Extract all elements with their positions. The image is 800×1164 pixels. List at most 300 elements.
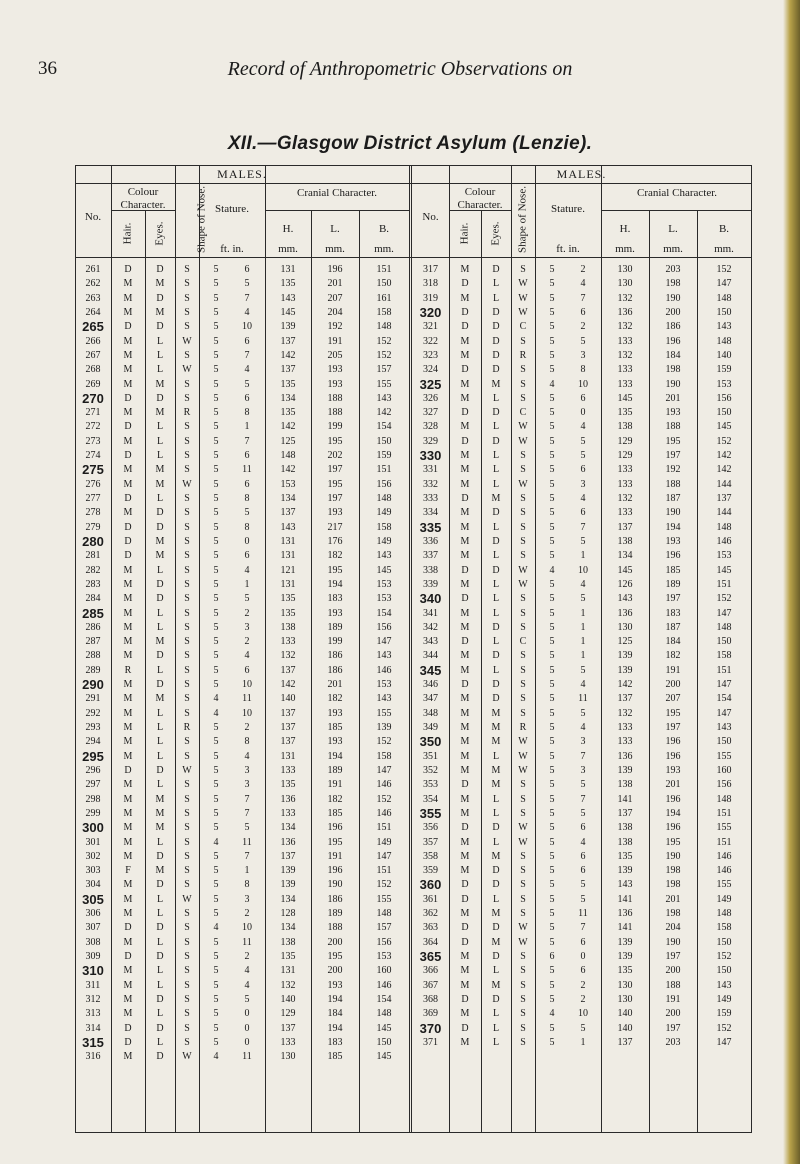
cell-no: 340 — [419, 591, 442, 607]
cell-hair: M — [123, 936, 133, 948]
cell-in: 6 — [580, 507, 586, 519]
cell-in: 4 — [244, 750, 250, 762]
cell-l: 190 — [665, 507, 681, 519]
cell-ft: 5 — [549, 435, 555, 447]
cell-nose: S — [184, 264, 190, 275]
cell-ft: 5 — [549, 893, 555, 905]
cell-hair: M — [123, 693, 133, 705]
cell-h: 133 — [617, 335, 633, 347]
cell-hair: M — [123, 306, 133, 318]
cell-no: 366 — [423, 965, 438, 977]
cell-eyes: L — [492, 636, 500, 648]
cell-b: 139 — [376, 722, 392, 733]
table-row — [75, 378, 751, 392]
cell-h: 129 — [617, 450, 633, 462]
cell-hair: M — [123, 979, 133, 991]
cell-ft: 5 — [549, 865, 555, 877]
cell-nose: S — [520, 464, 526, 476]
cell-hair: M — [123, 636, 133, 648]
header-h: H. — [619, 223, 631, 235]
cell-b: 143 — [716, 722, 732, 733]
cell-nose: S — [184, 378, 190, 390]
cell-eyes: D — [492, 822, 500, 834]
cell-nose: W — [182, 1051, 192, 1063]
cell-l: 194 — [327, 993, 343, 1005]
cell-b: 148 — [716, 908, 732, 920]
cell-b: 160 — [376, 965, 392, 977]
cell-h: 148 — [280, 450, 296, 462]
cell-h: 140 — [280, 693, 296, 705]
cell-no: 307 — [85, 922, 101, 934]
cell-l: 194 — [327, 578, 343, 590]
header-shape-of-nose: Shape of Nose. — [516, 186, 529, 253]
cell-l: 205 — [327, 349, 343, 361]
cell-l: 189 — [665, 578, 681, 590]
cell-b: 160 — [716, 764, 732, 776]
cell-no: 311 — [85, 979, 101, 991]
table-row — [75, 492, 751, 506]
cell-ft: 5 — [213, 464, 219, 476]
cell-nose: W — [518, 822, 528, 834]
cell-h: 121 — [280, 564, 296, 576]
cell-nose: W — [182, 335, 192, 347]
cell-no: 284 — [85, 593, 101, 605]
cell-in: 10 — [242, 922, 252, 934]
cell-h: 134 — [280, 922, 296, 934]
cell-hair: D — [461, 593, 469, 605]
cell-no: 367 — [423, 979, 438, 991]
cell-ft: 5 — [213, 306, 219, 318]
cell-b: 146 — [716, 850, 732, 862]
cell-nose: S — [520, 521, 526, 533]
cell-in: 7 — [580, 521, 586, 533]
cell-h: 135 — [617, 850, 633, 862]
cell-ft: 5 — [549, 764, 555, 776]
cell-in: 5 — [244, 507, 250, 519]
cell-b: 155 — [716, 822, 732, 834]
cell-hair: D — [461, 564, 469, 576]
cell-h: 132 — [280, 650, 296, 662]
cell-b: 150 — [716, 407, 732, 419]
cell-no: 329 — [423, 435, 438, 447]
table-row — [75, 392, 751, 406]
cell-ft: 5 — [213, 392, 219, 404]
cell-in: 6 — [244, 392, 250, 404]
cell-ft: 5 — [213, 807, 219, 819]
cell-l: 201 — [665, 893, 681, 905]
cell-hair: M — [123, 893, 133, 905]
cell-in: 6 — [244, 335, 250, 347]
cell-eyes: M — [491, 707, 501, 719]
cell-hair: M — [460, 707, 470, 719]
cell-nose: C — [519, 636, 527, 648]
header-mm: mm. — [278, 243, 298, 255]
cell-no: 363 — [423, 922, 438, 934]
cell-l: 196 — [665, 793, 681, 805]
cell-nose: S — [184, 607, 190, 619]
cell-b: 147 — [716, 679, 732, 691]
cell-eyes: L — [156, 893, 164, 905]
cell-l: 198 — [665, 364, 681, 376]
cell-no: 289 — [85, 664, 101, 676]
cell-b: 142 — [376, 407, 392, 419]
cell-no: 312 — [85, 993, 101, 1005]
cell-no: 300 — [82, 820, 104, 836]
header-stature-unit: ft. in. — [556, 243, 580, 255]
rule — [75, 1132, 751, 1133]
cell-nose: W — [518, 764, 528, 776]
cell-hair: M — [123, 679, 133, 691]
cell-l: 182 — [327, 693, 343, 705]
cell-nose: W — [518, 936, 528, 948]
cell-hair: D — [124, 535, 132, 547]
cell-hair: M — [460, 421, 470, 433]
cell-no: 341 — [423, 607, 438, 619]
page-edge — [783, 0, 800, 1164]
cell-ft: 5 — [549, 1022, 555, 1034]
cell-ft: 5 — [213, 292, 219, 304]
cell-ft: 5 — [549, 679, 555, 691]
cell-hair: D — [461, 822, 469, 834]
cell-b: 149 — [376, 535, 392, 547]
table-row — [75, 850, 751, 864]
cell-h: 135 — [280, 593, 296, 605]
cell-h: 139 — [617, 664, 633, 676]
cell-in: 1 — [580, 650, 586, 662]
table-row — [75, 549, 751, 563]
cell-eyes: L — [492, 392, 500, 404]
cell-h: 132 — [617, 349, 633, 361]
cell-in: 2 — [244, 722, 250, 733]
cell-hair: M — [460, 736, 470, 748]
cell-ft: 5 — [549, 879, 555, 891]
cell-b: 147 — [716, 1036, 732, 1048]
cell-eyes: L — [156, 965, 164, 977]
cell-l: 191 — [327, 850, 343, 862]
cell-nose: W — [518, 278, 528, 290]
cell-h: 130 — [617, 979, 633, 991]
cell-ft: 5 — [213, 593, 219, 605]
cell-no: 353 — [423, 779, 438, 791]
cell-ft: 5 — [549, 750, 555, 762]
cell-no: 293 — [85, 722, 101, 733]
cell-b: 152 — [376, 793, 392, 805]
cell-ft: 5 — [549, 922, 555, 934]
cell-l: 183 — [665, 607, 681, 619]
cell-nose: S — [184, 1008, 190, 1020]
cell-nose: S — [184, 1036, 190, 1048]
cell-eyes: M — [155, 822, 165, 834]
table-row — [75, 277, 751, 291]
cell-h: 130 — [617, 264, 633, 275]
cell-l: 195 — [327, 435, 343, 447]
cell-hair: M — [460, 650, 470, 662]
header-mm: mm. — [714, 243, 734, 255]
cell-l: 189 — [327, 764, 343, 776]
cell-no: 304 — [85, 879, 101, 891]
cell-in: 2 — [244, 636, 250, 648]
cell-in: 4 — [580, 836, 586, 848]
cell-eyes: M — [155, 306, 165, 318]
cell-ft: 5 — [549, 478, 555, 490]
cell-hair: M — [460, 349, 470, 361]
cell-no: 313 — [85, 1008, 101, 1020]
cell-hair: D — [461, 278, 469, 290]
header-eyes: Eyes. — [153, 221, 166, 246]
cell-hair: M — [123, 836, 133, 848]
cell-ft: 5 — [549, 736, 555, 748]
cell-l: 194 — [665, 521, 681, 533]
cell-h: 133 — [617, 364, 633, 376]
cell-no: 277 — [85, 493, 101, 504]
cell-l: 193 — [327, 378, 343, 390]
cell-no: 350 — [419, 734, 442, 750]
cell-eyes: L — [156, 836, 164, 848]
cell-nose: S — [184, 521, 190, 533]
cell-nose: S — [184, 679, 190, 691]
cell-in: 5 — [580, 335, 586, 347]
rule — [75, 183, 751, 184]
cell-b: 154 — [376, 607, 392, 619]
cell-no: 308 — [85, 936, 101, 948]
cell-nose: S — [184, 922, 190, 934]
cell-l: 188 — [327, 922, 343, 934]
cell-ft: 5 — [213, 378, 219, 390]
cell-eyes: M — [155, 807, 165, 819]
cell-no: 294 — [85, 736, 101, 748]
cell-h: 137 — [280, 364, 296, 376]
table-row — [75, 1036, 751, 1050]
cell-eyes: L — [156, 335, 164, 347]
cell-hair: D — [124, 1036, 132, 1048]
cell-hair: M — [460, 750, 470, 762]
header-cranial: Cranial Character. — [636, 187, 718, 199]
cell-no: 320 — [419, 304, 442, 320]
cell-hair: M — [123, 965, 133, 977]
cell-ft: 5 — [213, 664, 219, 676]
cell-l: 203 — [665, 1036, 681, 1048]
cell-h: 139 — [280, 865, 296, 877]
cell-nose: S — [520, 650, 526, 662]
cell-h: 136 — [617, 607, 633, 619]
cell-in: 10 — [578, 564, 588, 576]
cell-b: 153 — [716, 378, 732, 390]
cell-hair: M — [123, 478, 133, 490]
cell-eyes: L — [492, 664, 500, 676]
cell-nose: C — [519, 321, 527, 333]
cell-h: 138 — [617, 822, 633, 834]
cell-l: 185 — [665, 564, 681, 576]
cell-b: 158 — [716, 922, 732, 934]
cell-no: 298 — [85, 793, 101, 805]
cell-no: 263 — [85, 292, 101, 304]
cell-nose: W — [518, 306, 528, 318]
cell-hair: M — [460, 1008, 470, 1020]
cell-l: 192 — [665, 464, 681, 476]
cell-eyes: L — [156, 1008, 164, 1020]
cell-b: 148 — [716, 521, 732, 533]
cell-in: 6 — [580, 865, 586, 877]
cell-nose: S — [184, 621, 190, 633]
cell-eyes: M — [155, 478, 165, 490]
cell-h: 133 — [617, 378, 633, 390]
cell-in: 5 — [580, 707, 586, 719]
cell-l: 182 — [327, 793, 343, 805]
cell-in: 4 — [580, 679, 586, 691]
cell-no: 364 — [423, 936, 438, 948]
cell-b: 144 — [716, 507, 732, 519]
cell-in: 4 — [244, 364, 250, 376]
cell-hair: M — [460, 793, 470, 805]
table-row — [75, 649, 751, 663]
cell-hair: D — [124, 550, 132, 562]
cell-in: 6 — [244, 478, 250, 490]
cell-no: 344 — [423, 650, 438, 662]
cell-no: 365 — [419, 949, 442, 964]
cell-b: 148 — [376, 908, 392, 920]
cell-ft: 4 — [213, 693, 219, 705]
cell-b: 149 — [376, 507, 392, 519]
cell-in: 1 — [580, 607, 586, 619]
cell-no: 352 — [423, 764, 438, 776]
cell-l: 191 — [327, 779, 343, 791]
cell-l: 197 — [665, 593, 681, 605]
table-row — [75, 320, 751, 334]
cell-ft: 5 — [549, 578, 555, 590]
cell-l: 201 — [327, 679, 343, 691]
table-row — [75, 750, 751, 764]
cell-nose: S — [520, 965, 526, 977]
cell-nose: S — [184, 693, 190, 705]
cell-hair: M — [123, 908, 133, 920]
cell-hair: M — [123, 736, 133, 748]
cell-eyes: M — [491, 764, 501, 776]
cell-hair: M — [460, 908, 470, 920]
cell-hair: D — [124, 421, 132, 433]
cell-no: 343 — [423, 636, 438, 648]
cell-ft: 5 — [213, 879, 219, 891]
cell-nose: W — [518, 836, 528, 848]
cell-no: 302 — [85, 850, 101, 862]
cell-b: 159 — [376, 450, 392, 462]
header-eyes: Eyes. — [489, 221, 502, 246]
cell-b: 153 — [376, 578, 392, 590]
cell-l: 193 — [327, 979, 343, 991]
cell-nose: S — [520, 392, 526, 404]
header-mm: mm. — [325, 243, 345, 255]
table-row — [75, 764, 751, 778]
cell-eyes: D — [492, 922, 500, 934]
cell-hair: M — [123, 278, 133, 290]
cell-in: 6 — [580, 822, 586, 834]
cell-eyes: D — [492, 564, 500, 576]
cell-no: 283 — [85, 578, 101, 590]
cell-b: 155 — [376, 707, 392, 719]
cell-l: 207 — [665, 693, 681, 705]
cell-ft: 4 — [213, 1051, 219, 1063]
cell-in: 5 — [244, 993, 250, 1005]
cell-b: 146 — [376, 664, 392, 676]
cell-b: 158 — [376, 306, 392, 318]
header-colour: Colour Character. — [457, 186, 503, 211]
cell-nose: S — [520, 335, 526, 347]
cell-h: 136 — [280, 793, 296, 805]
cell-eyes: L — [156, 979, 164, 991]
header-mm: mm. — [615, 243, 635, 255]
cell-l: 196 — [665, 335, 681, 347]
cell-nose: S — [520, 1022, 526, 1034]
cell-hair: D — [124, 264, 132, 275]
cell-b: 156 — [716, 779, 732, 791]
cell-ft: 5 — [213, 764, 219, 776]
cell-in: 5 — [580, 435, 586, 447]
cell-h: 134 — [280, 493, 296, 504]
table-row — [75, 993, 751, 1007]
cell-ft: 4 — [213, 707, 219, 719]
cell-ft: 5 — [213, 850, 219, 862]
cell-no: 306 — [85, 908, 101, 920]
cell-no: 262 — [85, 278, 101, 290]
cell-eyes: D — [492, 679, 500, 691]
cell-h: 153 — [280, 478, 296, 490]
cell-b: 158 — [716, 650, 732, 662]
cell-nose: S — [520, 993, 526, 1005]
cell-h: 138 — [617, 836, 633, 848]
cell-b: 142 — [716, 450, 732, 462]
cell-eyes: L — [492, 550, 500, 562]
cell-eyes: L — [156, 936, 164, 948]
cell-l: 193 — [327, 707, 343, 719]
cell-in: 4 — [580, 578, 586, 590]
data-table — [75, 165, 751, 1133]
cell-b: 147 — [716, 707, 732, 719]
cell-h: 136 — [280, 836, 296, 848]
header-colour: Colour Character. — [120, 186, 166, 211]
cell-no: 336 — [423, 535, 438, 547]
cell-eyes: L — [492, 421, 500, 433]
cell-hair: D — [461, 922, 469, 934]
cell-nose: S — [520, 507, 526, 519]
cell-eyes: L — [156, 664, 164, 676]
header-stature: Stature. — [551, 203, 585, 215]
cell-b: 151 — [716, 664, 732, 676]
cell-h: 132 — [617, 493, 633, 504]
cell-in: 7 — [580, 793, 586, 805]
cell-h: 145 — [280, 306, 296, 318]
cell-l: 204 — [665, 922, 681, 934]
cell-ft: 5 — [213, 335, 219, 347]
cell-eyes: D — [156, 650, 164, 662]
cell-nose: W — [518, 922, 528, 934]
cell-l: 194 — [665, 807, 681, 819]
cell-eyes: D — [492, 407, 500, 419]
cell-in: 2 — [580, 321, 586, 333]
cell-l: 199 — [327, 636, 343, 648]
table-row — [75, 1007, 751, 1021]
cell-ft: 5 — [213, 478, 219, 490]
cell-l: 186 — [327, 650, 343, 662]
cell-eyes: L — [156, 750, 164, 762]
cell-l: 195 — [327, 836, 343, 848]
cell-no: 282 — [85, 564, 101, 576]
cell-eyes: D — [156, 764, 164, 776]
cell-nose: S — [520, 807, 526, 819]
cell-b: 143 — [376, 693, 392, 705]
cell-ft: 4 — [549, 564, 555, 576]
cell-h: 137 — [617, 693, 633, 705]
cell-l: 194 — [327, 750, 343, 762]
cell-ft: 5 — [549, 607, 555, 619]
